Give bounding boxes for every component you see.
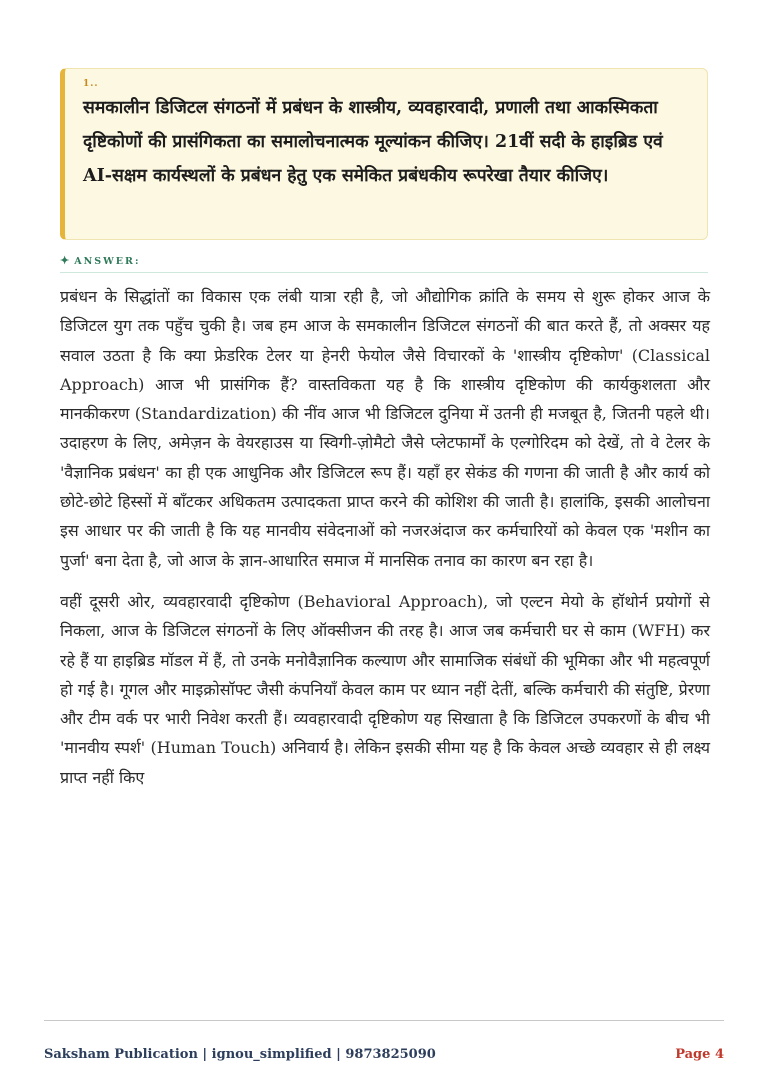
answer-divider: [60, 272, 708, 273]
footer-divider: [44, 1020, 724, 1021]
question-text: समकालीन डिजिटल संगठनों में प्रबंधन के शास्त्रीय, व्यवहारवादी, प्रणाली तथा आकस्मिकता दृष्टिकोणों की प्रासंगिकता का समालोचनात्मक मूल्यांकन कीजिए। 21वीं सदी के हाइब्रिड एवं AI-सक्षम कार्यस्थलों के प्रबंधन हेतु एक समेकित प्रबंधकीय रूपरेखा तैयार कीजिए।: [83, 98, 663, 186]
question-number: 1..: [83, 79, 99, 89]
answer-body: [60, 282, 710, 804]
answer-paragraph-1: प्रबंधन के सिद्धांतों का विकास एक लंबी यात्रा रही है, जो औद्योगिक क्रांति के समय से शुरू होकर आज के डिजिटल युग तक पहुँच चुकी है। जब हम आज के समकालीन डिजिटल संगठनों की बात करते हैं, तो अक्सर यह सवाल उठता है कि क्या फ्रेडरिक टेलर या हेनरी फेयोल जैसे विचारकों के 'शास्त्रीय दृष्टिकोण' (Classical Approach) आज भी प्रासंगिक हैं? वास्तविकता यह है कि शास्त्रीय दृष्टिकोण की कार्यकुशलता और मानकीकरण (Standardization) की नींव आज भी डिजिटल दुनिया में उतनी ही मजबूत है, जितनी पहले थी। उदाहरण के लिए, अमेज़न के वेयरहाउस या स्विगी-ज़ोमैटो जैसे प्लेटफार्मों के एल्गोरिदम को देखें, तो वे टेलर के 'वैज्ञानिक प्रबंधन' का ही एक आधुनिक और डिजिटल रूप हैं। यहाँ हर सेकंड की गणना की जाती है और कार्य को छोटे-छोटे हिस्सों में बाँटकर अधिकतम उत्पादकता प्राप्त करने की कोशिश की जाती है। हालांकि, इसकी आलोचना इस आधार पर की जाती है कि यह मानवीय संवेदनाओं को नजरअंदाज कर कर्मचारियों को केवल एक 'मशीन का पुर्जा' बना देता है, जो आज के ज्ञान-आधारित समाज में मानसिक तनाव का कारण बन रहा है।: [60, 287, 710, 570]
answer-label: ANSWER:: [74, 256, 141, 267]
answer-heading: [60, 254, 140, 267]
footer-publisher: Saksham Publication | ignou_simplified | 9873825090: [44, 1047, 436, 1062]
page-number: Page 4: [675, 1047, 724, 1062]
sparkle-icon: ✦: [60, 254, 72, 267]
question-box: [60, 68, 708, 240]
answer-paragraph-2: वहीं दूसरी ओर, व्यवहारवादी दृष्टिकोण (Behavioral Approach), जो एल्टन मेयो के हॉथोर्न प्रयोगों से निकला, आज के डिजिटल संगठनों के लिए ऑक्सीजन की तरह है। आज जब कर्मचारी घर से काम (WFH) कर रहे हैं या हाइब्रिड मॉडल में हैं, तो उनके मनोवैज्ञानिक कल्याण और सामाजिक संबंधों की भूमिका और भी महत्वपूर्ण हो गई है। गूगल और माइक्रोसॉफ्ट जैसी कंपनियाँ केवल काम पर ध्यान नहीं देतीं, बल्कि कर्मचारी की संतुष्टि, प्रेरणा और टीम वर्क पर भारी निवेश करती हैं। व्यवहारवादी दृष्टिकोण यह सिखाता है कि डिजिटल उपकरणों के बीच भी 'मानवीय स्पर्श' (Human Touch) अनिवार्य है। लेकिन इसकी सीमा यह है कि केवल अच्छे व्यवहार से ही लक्ष्य प्राप्त नहीं किए: [60, 591, 710, 787]
